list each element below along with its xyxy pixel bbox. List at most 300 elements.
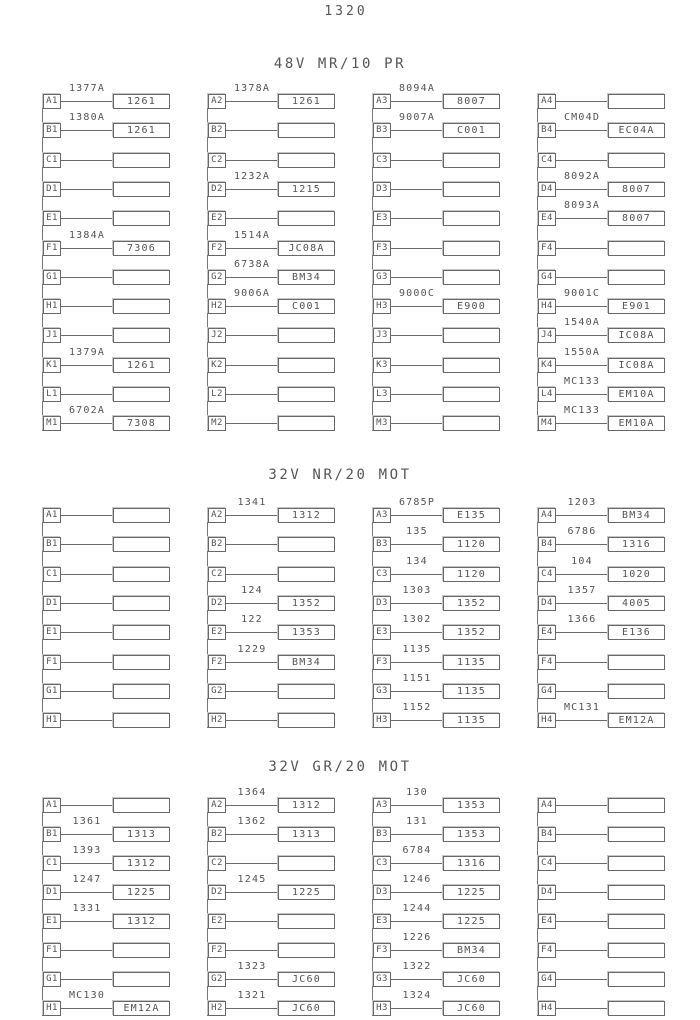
wire-destination-box: 8007 [608,182,665,197]
wire-destination-box [608,943,665,958]
wire-destination-box [608,153,665,168]
wire-destination-box: C001 [278,299,335,314]
wire-destination-box: E901 [608,299,665,314]
wire-destination-box: 1316 [608,537,665,552]
terminal-box: B3 [373,827,391,842]
wire-number-label: MC133 [563,376,601,387]
wire-destination-box: 1225 [443,914,500,929]
terminal-box: D4 [538,182,556,197]
wire-line [225,863,278,864]
wire-line [60,632,113,633]
wire-destination-box [278,328,335,343]
wire-destination-box [278,713,335,728]
wire-destination-box [113,508,170,523]
terminal-box: H3 [373,713,391,728]
wire-line [390,277,443,278]
wire-destination-box: 1353 [278,625,335,640]
terminal-box: E3 [373,625,391,640]
wire-destination-box [608,241,665,256]
wire-destination-box [278,358,335,373]
wire-destination-box: EM10A [608,387,665,402]
wire-number-label: 9000C [398,288,436,299]
terminal-box: H3 [373,299,391,314]
terminal-box: D3 [373,596,391,611]
terminal-box: F2 [208,241,226,256]
wire-line [555,805,608,806]
wire-destination-box [113,625,170,640]
terminal-box: C4 [538,567,556,582]
wire-number-label: MC133 [563,405,601,416]
wire-line [390,805,443,806]
wire-line [555,574,608,575]
wire-destination-box [443,211,500,226]
wire-line [60,101,113,102]
wire-destination-box [113,567,170,582]
wire-line [390,160,443,161]
wire-destination-box [608,856,665,871]
wire-destination-box: E900 [443,299,500,314]
wire-destination-box [608,1001,665,1016]
wire-line [60,1008,113,1009]
wire-destination-box: 1225 [278,885,335,900]
wire-line [390,218,443,219]
terminal-box: L1 [43,387,61,402]
wire-destination-box: 1225 [113,885,170,900]
wire-destination-box: 1261 [113,123,170,138]
section-title-32v-nr-20-mot: 32V NR/20 MOT [268,467,412,483]
wire-destination-box [443,358,500,373]
wire-destination-box [608,914,665,929]
wire-line [555,515,608,516]
wire-number-label: 1357 [567,585,597,596]
wire-destination-box [113,596,170,611]
wire-destination-box: 1352 [278,596,335,611]
wire-number-label: 1135 [402,644,432,655]
wire-line [225,335,278,336]
terminal-box: F2 [208,943,226,958]
wire-line [555,632,608,633]
terminal-box: H2 [208,713,226,728]
wire-number-label: MC131 [563,702,601,713]
wire-destination-box: 8007 [608,211,665,226]
wire-number-label: 1540A [563,317,601,328]
section-title-32v-gr-20-mot: 32V GR/20 MOT [268,759,412,775]
wire-line [390,603,443,604]
wire-line [555,394,608,395]
wire-line [60,950,113,951]
wire-destination-box [113,211,170,226]
wire-line [390,394,443,395]
wire-line [225,632,278,633]
terminal-box: M4 [538,416,556,431]
wire-line [225,574,278,575]
wire-line [390,365,443,366]
wire-number-label: 6702A [68,405,106,416]
wire-line [225,979,278,980]
wire-line [60,248,113,249]
wire-destination-box: 1261 [113,358,170,373]
wire-line [555,306,608,307]
wire-line [390,834,443,835]
wire-destination-box [278,211,335,226]
wire-number-label: 1384A [68,230,106,241]
wire-destination-box [608,827,665,842]
wire-destination-box [113,270,170,285]
wire-destination-box: 1352 [443,596,500,611]
wire-number-label: 1247 [72,874,102,885]
wire-number-label: 1361 [72,816,102,827]
terminal-box: B2 [208,827,226,842]
wire-line [555,921,608,922]
wire-number-label: 9001C [563,288,601,299]
terminal-box: C3 [373,567,391,582]
wire-line [225,160,278,161]
wire-line [225,423,278,424]
terminal-box: H3 [373,1001,391,1016]
wire-line [225,218,278,219]
terminal-box: D1 [43,885,61,900]
terminal-box: B3 [373,537,391,552]
wire-destination-box: BM34 [278,655,335,670]
wire-destination-box: BM34 [278,270,335,285]
terminal-box: H4 [538,299,556,314]
wire-line [225,248,278,249]
wire-number-label: 1393 [72,845,102,856]
wire-destination-box: BM34 [443,943,500,958]
wire-number-label: 1331 [72,903,102,914]
terminal-box: A3 [373,798,391,813]
wire-destination-box: BM34 [608,508,665,523]
wire-number-label: 8093A [563,200,601,211]
wire-line [390,662,443,663]
wire-destination-box: IC08A [608,358,665,373]
wire-number-label: 9007A [398,112,436,123]
wire-line [225,603,278,604]
bus-line [537,94,538,431]
wire-line [555,950,608,951]
wire-destination-box: IC08A [608,328,665,343]
wire-destination-box [278,123,335,138]
wire-destination-box: 1312 [113,914,170,929]
wire-line [390,921,443,922]
terminal-box: G4 [538,270,556,285]
wire-destination-box [113,299,170,314]
terminal-box: B3 [373,123,391,138]
wire-line [225,101,278,102]
wire-destination-box: JC60 [278,1001,335,1016]
wire-line [390,335,443,336]
wire-destination-box [113,153,170,168]
wire-line [555,544,608,545]
terminal-box: G1 [43,684,61,699]
wire-destination-box [443,153,500,168]
terminal-box: G4 [538,684,556,699]
terminal-box: A2 [208,508,226,523]
terminal-box: F2 [208,655,226,670]
wire-destination-box [278,153,335,168]
wire-destination-box [608,885,665,900]
terminal-box: E1 [43,914,61,929]
wire-line [555,863,608,864]
wire-line [390,979,443,980]
wire-line [225,277,278,278]
wire-line [225,515,278,516]
terminal-box: G3 [373,270,391,285]
wire-line [225,834,278,835]
wire-line [390,632,443,633]
wire-destination-box [443,328,500,343]
terminal-box: F3 [373,655,391,670]
bus-line [207,94,208,431]
wire-destination-box [113,537,170,552]
wire-number-label: 1302 [402,614,432,625]
wire-destination-box [608,94,665,109]
terminal-box: F1 [43,943,61,958]
wire-line [60,921,113,922]
wire-destination-box [608,270,665,285]
wire-line [225,691,278,692]
wire-destination-box: EM10A [608,416,665,431]
wire-number-label: 6786 [567,526,597,537]
wire-number-label: 1362 [237,816,267,827]
wire-number-label: 130 [406,787,428,798]
wire-destination-box: 1313 [113,827,170,842]
terminal-box: H4 [538,1001,556,1016]
terminal-box: F1 [43,241,61,256]
wire-destination-box [113,387,170,402]
terminal-box: A1 [43,508,61,523]
wire-line [555,160,608,161]
terminal-box: G1 [43,972,61,987]
wire-line [555,423,608,424]
wire-line [60,544,113,545]
terminal-box: C4 [538,856,556,871]
wire-destination-box: E136 [608,625,665,640]
terminal-box: H2 [208,1001,226,1016]
terminal-box: G1 [43,270,61,285]
terminal-box: A3 [373,508,391,523]
wire-line [225,662,278,663]
wire-destination-box [278,567,335,582]
wire-line [390,101,443,102]
wire-destination-box [608,798,665,813]
terminal-box: C4 [538,153,556,168]
wire-destination-box [113,713,170,728]
wire-number-label: 1341 [237,497,267,508]
terminal-box: F4 [538,241,556,256]
wire-number-label: 1514A [233,230,271,241]
terminal-box: J3 [373,328,391,343]
wire-destination-box: 1135 [443,655,500,670]
wire-number-label: 1378A [233,83,271,94]
wire-destination-box: 1120 [443,537,500,552]
terminal-box: C2 [208,856,226,871]
terminal-box: D2 [208,885,226,900]
wire-number-label: 1152 [402,702,432,713]
terminal-box: A4 [538,798,556,813]
terminal-box: D1 [43,596,61,611]
wire-line [555,277,608,278]
wire-line [225,306,278,307]
wire-number-label: 1244 [402,903,432,914]
wire-number-label: 6738A [233,259,271,270]
terminal-box: D2 [208,182,226,197]
terminal-box: D2 [208,596,226,611]
wire-line [555,892,608,893]
wire-line [555,130,608,131]
wire-destination-box [113,943,170,958]
wire-destination-box: 1215 [278,182,335,197]
wire-line [390,574,443,575]
terminal-box: L3 [373,387,391,402]
wire-line [555,365,608,366]
wire-number-label: CM04D [563,112,601,123]
wire-number-label: 1379A [68,347,106,358]
terminal-box: E3 [373,914,391,929]
wire-line [60,423,113,424]
terminal-box: F1 [43,655,61,670]
wire-destination-box: C001 [443,123,500,138]
terminal-box: K3 [373,358,391,373]
wire-line [390,189,443,190]
terminal-box: F3 [373,943,391,958]
terminal-box: B1 [43,537,61,552]
wire-destination-box: 7308 [113,416,170,431]
wire-line [555,1008,608,1009]
wire-number-label: 131 [406,816,428,827]
terminal-box: J1 [43,328,61,343]
terminal-box: C1 [43,856,61,871]
wire-line [390,306,443,307]
wire-destination-box [443,241,500,256]
wire-number-label: 1226 [402,932,432,943]
wire-destination-box [113,328,170,343]
wire-destination-box [443,387,500,402]
wire-number-label: 1323 [237,961,267,972]
wire-number-label: MC130 [68,990,106,1001]
wire-number-label: 104 [571,556,593,567]
wire-line [555,691,608,692]
terminal-box: F4 [538,943,556,958]
wire-number-label: 135 [406,526,428,537]
terminal-box: M2 [208,416,226,431]
wire-destination-box: EM12A [608,713,665,728]
terminal-box: B4 [538,537,556,552]
terminal-box: E1 [43,625,61,640]
wire-destination-box: 1312 [278,798,335,813]
wire-destination-box: JC60 [278,972,335,987]
wire-line [555,101,608,102]
wire-destination-box [278,416,335,431]
terminal-box: D3 [373,182,391,197]
wire-line [60,863,113,864]
wire-number-label: 1229 [237,644,267,655]
terminal-box: K1 [43,358,61,373]
wire-line [60,834,113,835]
wire-line [60,574,113,575]
terminal-box: G2 [208,972,226,987]
wire-destination-box [113,972,170,987]
terminal-box: J2 [208,328,226,343]
wire-line [390,720,443,721]
wire-line [390,691,443,692]
terminal-box: H1 [43,713,61,728]
wire-line [555,662,608,663]
wire-number-label: 1245 [237,874,267,885]
wire-destination-box: JC08A [278,241,335,256]
wire-destination-box: 1316 [443,856,500,871]
wire-line [60,691,113,692]
terminal-box: B2 [208,123,226,138]
terminal-box: H4 [538,713,556,728]
wire-line [555,335,608,336]
wire-line [225,365,278,366]
wire-destination-box [608,684,665,699]
wire-line [390,515,443,516]
wire-line [225,394,278,395]
wire-destination-box [113,182,170,197]
terminal-box: A4 [538,94,556,109]
terminal-box: A1 [43,94,61,109]
wire-destination-box: 1135 [443,713,500,728]
wire-destination-box: 1312 [278,508,335,523]
terminal-box: E2 [208,625,226,640]
wire-destination-box: 1312 [113,856,170,871]
wire-destination-box: EC04A [608,123,665,138]
terminal-box: G3 [373,684,391,699]
wire-destination-box [278,537,335,552]
terminal-box: C3 [373,856,391,871]
wire-line [390,892,443,893]
wire-number-label: 6785P [398,497,436,508]
wire-destination-box: 4005 [608,596,665,611]
terminal-box: C3 [373,153,391,168]
wire-line [60,979,113,980]
terminal-box: H1 [43,1001,61,1016]
bus-line [372,94,373,431]
terminal-box: A4 [538,508,556,523]
wire-line [555,248,608,249]
wire-number-label: 8092A [563,171,601,182]
wire-line [60,603,113,604]
wire-destination-box [278,856,335,871]
terminal-box: M1 [43,416,61,431]
wire-number-label: 124 [241,585,263,596]
wire-line [60,662,113,663]
terminal-box: G4 [538,972,556,987]
terminal-box: K2 [208,358,226,373]
wire-destination-box [278,684,335,699]
wire-line [225,921,278,922]
terminal-box: G2 [208,684,226,699]
bus-line [42,94,43,431]
wire-number-label: 1232A [233,171,271,182]
terminal-box: H1 [43,299,61,314]
wire-number-label: 1366 [567,614,597,625]
wire-line [555,979,608,980]
wire-number-label: 1364 [237,787,267,798]
terminal-box: B4 [538,123,556,138]
wire-line [390,423,443,424]
terminal-box: A1 [43,798,61,813]
terminal-box: C1 [43,567,61,582]
wire-line [390,544,443,545]
terminal-box: D4 [538,596,556,611]
terminal-box: M3 [373,416,391,431]
wire-number-label: 1321 [237,990,267,1001]
wire-line [390,1008,443,1009]
wire-line [60,277,113,278]
